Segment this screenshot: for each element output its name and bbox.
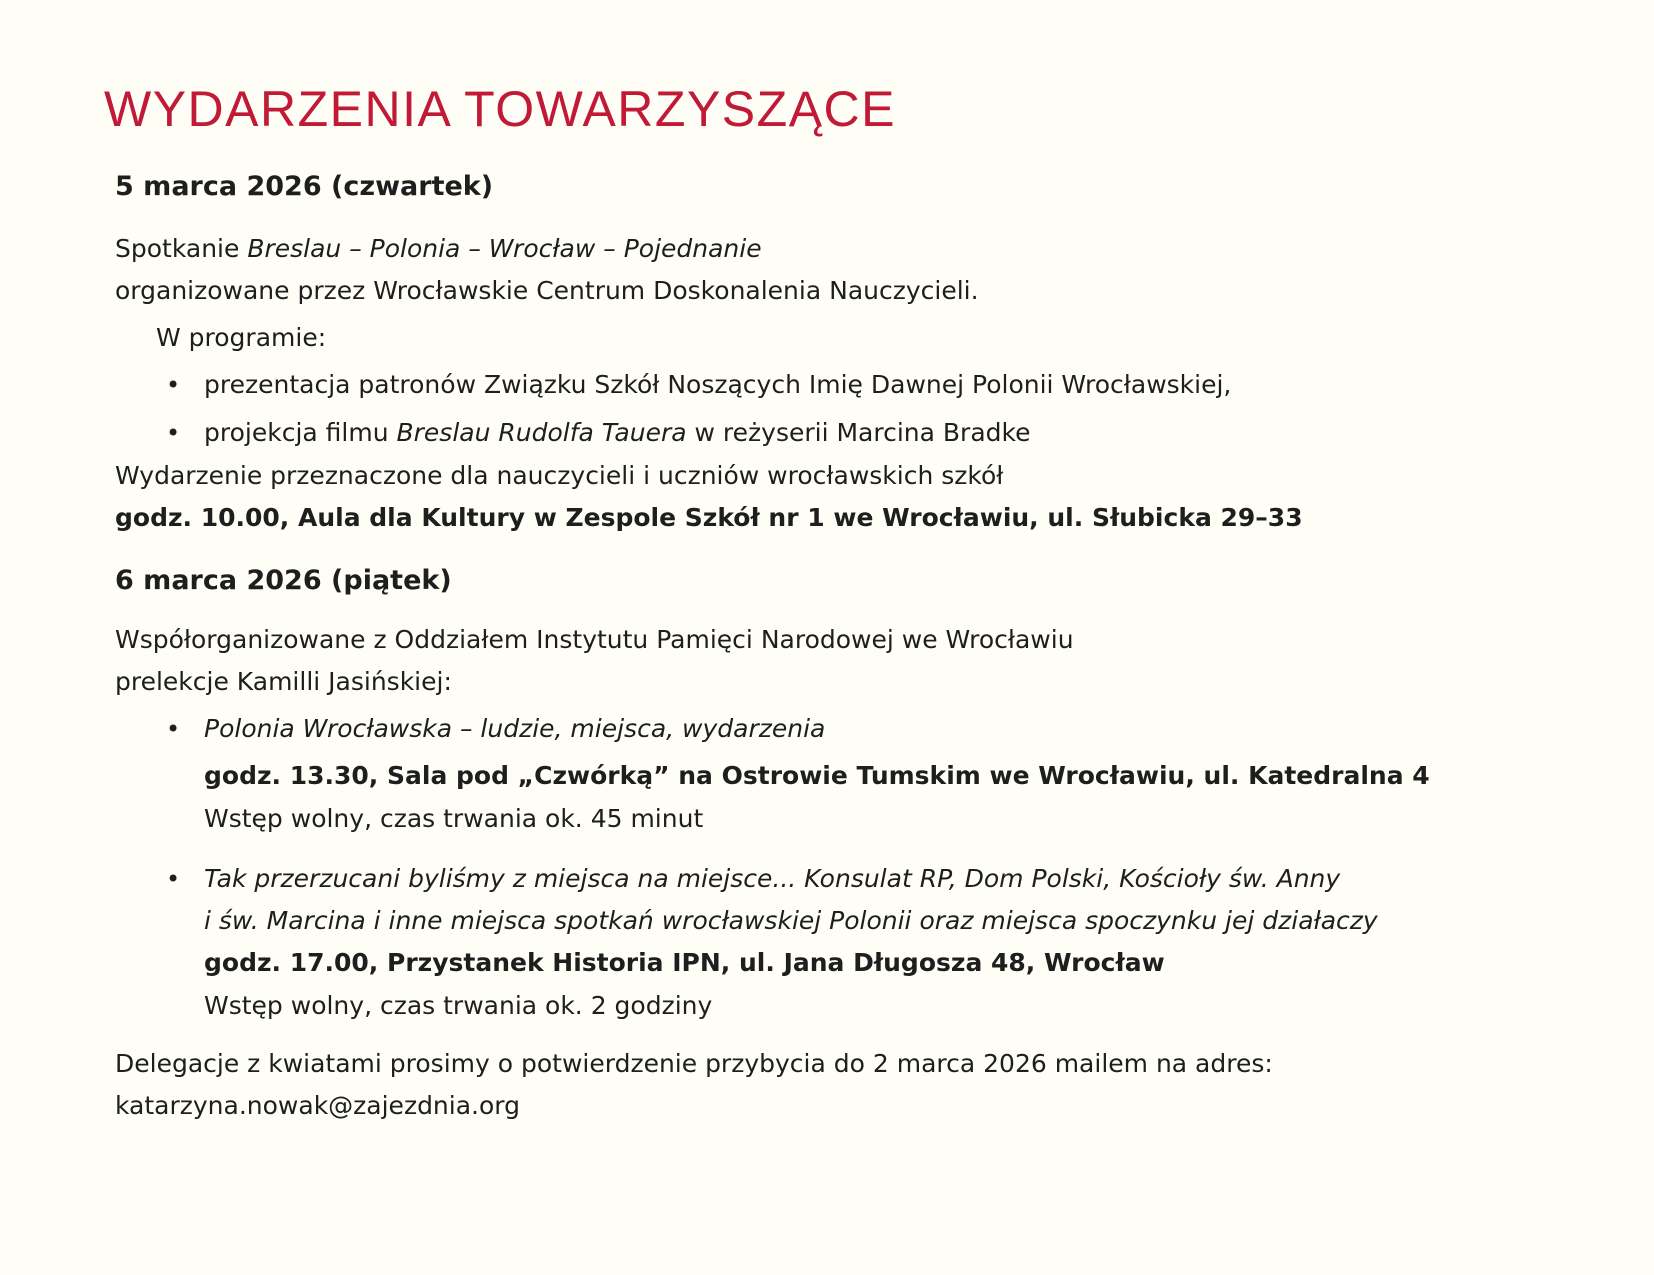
day1-intro-line bbox=[115, 233, 762, 265]
day1-date-heading: 5 marca 2026 (czwartek) bbox=[115, 171, 494, 202]
day1-audience: Wydarzenie przeznaczone dla nauczycieli i uczniów wrocławskich szkół bbox=[115, 461, 1004, 490]
program-item-1: prezentacja patronów Związku Szkół Noszących Imię Dawnej Polonii Wrocławskiej, bbox=[204, 370, 1232, 399]
footer-email-line bbox=[115, 1090, 520, 1122]
lecture2-time-place: godz. 17.00, Przystanek Historia IPN, ul. Jana Długosza 48, Wrocław bbox=[204, 948, 1165, 977]
day2-date-heading: 6 marca 2026 (piątek) bbox=[115, 565, 452, 596]
lecture1-info: Wstęp wolny, czas trwania ok. 45 minut bbox=[204, 804, 704, 833]
film-title: Breslau Rudolfa Tauera bbox=[396, 418, 687, 447]
bullet-icon: • bbox=[166, 419, 181, 447]
day2-coorganizer-line: Współorganizowane z Oddziałem Instytutu Pamięci Narodowej we Wrocławiu bbox=[115, 625, 1074, 654]
bullet-icon: • bbox=[166, 715, 181, 743]
day1-event-title: Breslau – Polonia – Wrocław – Pojednanie bbox=[247, 234, 762, 263]
lecture1-time-place: godz. 13.30, Sala pod „Czwórką” na Ostrowie Tumskim we Wrocławiu, ul. Katedralna 4 bbox=[204, 761, 1430, 790]
bullet-icon: • bbox=[166, 865, 181, 893]
lecture2-info: Wstęp wolny, czas trwania ok. 2 godziny bbox=[204, 991, 713, 1020]
page-title: WYDARZENIA TOWARZYSZĄCE bbox=[104, 81, 896, 137]
program-item-2-suffix: w reżyserii Marcina Bradke bbox=[686, 418, 1031, 447]
day1-time-place: godz. 10.00, Aula dla Kultury w Zespole Szkół nr 1 we Wrocławiu, ul. Słubicka 29–33 bbox=[115, 503, 1303, 532]
program-item-2-prefix: projekcja filmu bbox=[204, 418, 397, 447]
day1-organizer-line: organizowane przez Wrocławskie Centrum Doskonalenia Nauczycieli. bbox=[115, 276, 979, 305]
lecture1-title: Polonia Wrocławska – ludzie, miejsca, wydarzenia bbox=[204, 714, 826, 743]
program-item-2 bbox=[204, 417, 1030, 449]
lecture2-title-line1: Tak przerzucani byliśmy z miejsca na miejsce... Konsulat RP, Dom Polski, Kościoły św. Anny bbox=[204, 864, 1341, 893]
lecture2-title-line2: i św. Marcina i inne miejsca spotkań wrocławskiej Polonii oraz miejsca spoczynku jej działaczy bbox=[204, 906, 1378, 935]
day2-lectures-label: prelekcje Kamilli Jasińskiej: bbox=[115, 667, 452, 696]
bullet-icon: • bbox=[166, 371, 181, 399]
day1-intro-prefix: Spotkanie bbox=[115, 234, 248, 263]
footer-note: Delegacje z kwiatami prosimy o potwierdzenie przybycia do 2 marca 2026 mailem na adres: bbox=[115, 1049, 1273, 1078]
contact-email-link[interactable]: katarzyna.nowak@zajezdnia.org bbox=[115, 1091, 520, 1120]
program-label: W programie: bbox=[156, 323, 327, 352]
